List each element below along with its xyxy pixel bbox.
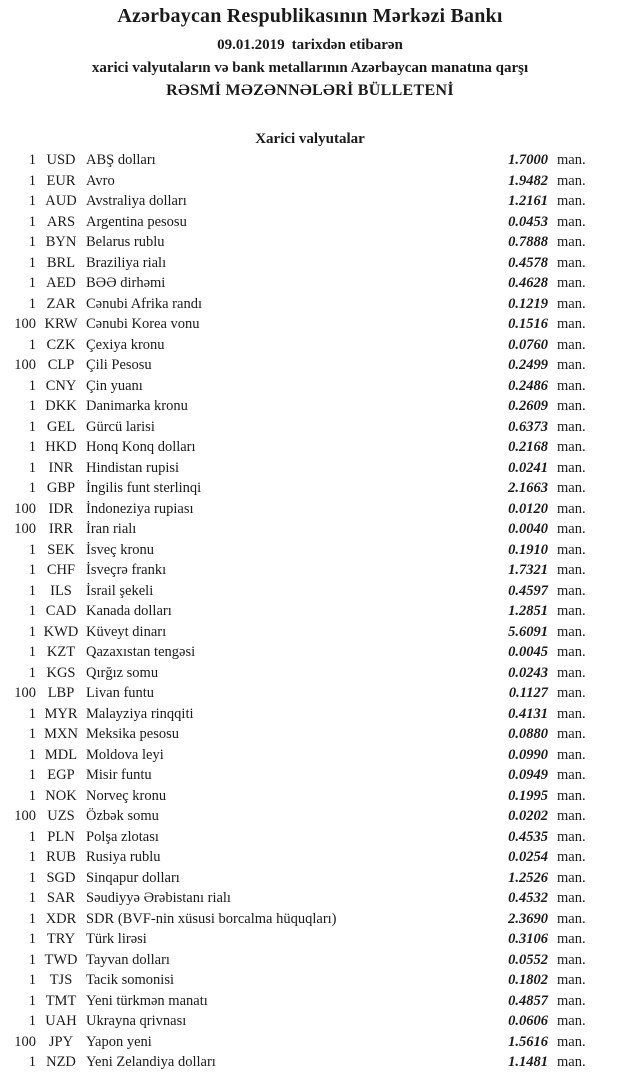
currency-code: TMT [45, 992, 77, 1009]
currency-name: Sinqapur dolları [86, 869, 180, 886]
rate-unit-label: man. [557, 152, 586, 168]
rate-value: 0.2609 [508, 398, 548, 414]
currency-code: ZAR [46, 295, 76, 312]
rate-unit-label: man. [557, 910, 586, 927]
currency-quantity: 1 [28, 562, 36, 578]
currency-code: TJS [49, 972, 73, 988]
rate-unit-label: man. [557, 480, 586, 496]
currency-quantity: 100 [14, 1033, 36, 1050]
rate-row [0, 212, 620, 233]
currency-name: Rusiya rublu [86, 849, 161, 865]
rate-row [0, 806, 620, 827]
currency-quantity: 1 [28, 787, 36, 804]
rate-unit-label: man. [557, 521, 586, 537]
rate-row [0, 232, 620, 253]
rate-unit-label: man. [557, 808, 586, 824]
rate-value: 0.1127 [508, 685, 548, 701]
rate-unit-label: man. [557, 644, 586, 660]
currency-code: EUR [46, 172, 76, 189]
rate-value: 0.4532 [508, 890, 548, 906]
currency-quantity: 1 [28, 336, 36, 353]
rate-value: 2.3690 [508, 910, 548, 927]
currency-code: CAD [45, 603, 77, 619]
rate-value: 0.0045 [508, 644, 548, 660]
currency-code: GEL [46, 418, 76, 435]
currency-code: USD [46, 152, 76, 168]
currency-name: BƏƏ dirhəmi [86, 275, 166, 291]
rate-row [0, 499, 620, 520]
rate-row [0, 1011, 620, 1032]
currency-code: CLP [47, 357, 75, 373]
currency-code: DKK [45, 398, 77, 414]
currency-name: Küveyt dinarı [86, 623, 167, 640]
rate-value: 0.0241 [508, 459, 548, 476]
rate-unit-label: man. [557, 541, 586, 558]
rate-row [0, 970, 620, 991]
rate-row [0, 888, 620, 909]
rate-value: 0.0949 [508, 767, 548, 783]
rate-unit-label: man. [557, 336, 586, 353]
rate-unit-label: man. [557, 890, 586, 906]
rate-row [0, 376, 620, 397]
currency-name: SDR (BVF-nin xüsusi borcalma hüquqları) [86, 910, 337, 927]
rate-row [0, 786, 620, 807]
rate-value: 2.1663 [508, 480, 548, 496]
rate-unit-label: man. [557, 193, 586, 209]
currency-code: KRW [44, 316, 78, 332]
rate-unit-label: man. [557, 439, 586, 455]
currency-name: Livan funtu [86, 685, 155, 701]
rate-unit-label: man. [557, 582, 586, 599]
rate-value: 1.1481 [508, 1054, 548, 1070]
rate-value: 0.1995 [508, 787, 548, 804]
currency-name: Hindistan rupisi [86, 459, 180, 476]
currency-code: UAH [45, 1013, 77, 1029]
rate-unit-label: man. [557, 459, 586, 476]
rate-value: 1.2526 [508, 869, 548, 886]
currency-code: MYR [44, 705, 78, 722]
currency-quantity: 1 [28, 890, 36, 906]
rate-row [0, 560, 620, 581]
rate-unit-label: man. [557, 398, 586, 414]
currency-quantity: 1 [28, 910, 36, 927]
currency-quantity: 1 [28, 767, 36, 783]
currency-name: Misir funtu [86, 767, 152, 783]
rate-unit-label: man. [557, 1033, 586, 1050]
currency-quantity: 1 [28, 541, 36, 558]
rate-value: 0.4628 [508, 275, 548, 291]
rate-value: 0.0880 [508, 726, 548, 742]
currency-quantity: 1 [28, 726, 36, 742]
currency-quantity: 100 [14, 316, 36, 332]
currency-quantity: 1 [28, 480, 36, 496]
currency-code: RUB [46, 849, 76, 865]
currency-code: AUD [45, 193, 77, 209]
rate-unit-label: man. [557, 746, 586, 763]
rate-row [0, 150, 620, 171]
rate-row [0, 294, 620, 315]
currency-name: Cənubi Afrika randı [86, 295, 202, 312]
rate-value: 0.4578 [508, 254, 548, 271]
currency-name: Moldova leyi [86, 746, 164, 763]
currency-name: Gürcü larisi [86, 418, 155, 435]
rate-unit-label: man. [557, 787, 586, 804]
rate-row [0, 273, 620, 294]
rate-unit-label: man. [557, 603, 586, 619]
currency-quantity: 1 [28, 295, 36, 312]
currency-code: ILS [50, 582, 72, 599]
rate-value: 0.2168 [508, 439, 548, 455]
currency-quantity: 1 [28, 705, 36, 722]
currency-quantity: 1 [28, 213, 36, 230]
rate-unit-label: man. [557, 357, 586, 373]
rate-value: 0.4857 [508, 992, 548, 1009]
rate-unit-label: man. [557, 562, 586, 578]
currency-quantity: 100 [14, 808, 36, 824]
currency-code: BYN [45, 234, 77, 250]
rate-value: 1.2851 [508, 603, 548, 619]
currency-name: Özbək somu [86, 808, 159, 824]
rate-value: 0.1516 [508, 316, 548, 332]
currency-name: Çili Pesosu [86, 357, 152, 373]
rate-value: 0.0453 [508, 213, 548, 230]
rate-value: 1.9482 [508, 172, 548, 189]
currency-code: CNY [45, 377, 77, 394]
currency-name: Çin yuanı [86, 377, 143, 394]
currency-code: CHF [46, 562, 76, 578]
currency-code: KGS [46, 664, 76, 681]
currency-name: Çexiya kronu [86, 336, 165, 353]
rate-unit-label: man. [557, 849, 586, 865]
rate-unit-label: man. [557, 295, 586, 312]
currency-quantity: 1 [28, 849, 36, 865]
currency-name: Yapon yeni [86, 1033, 152, 1050]
rate-row [0, 437, 620, 458]
rate-row [0, 519, 620, 540]
currency-name: Qazaxıstan tengəsi [86, 644, 196, 660]
currency-quantity: 1 [28, 193, 36, 209]
rate-value: 0.1219 [508, 295, 548, 312]
rate-row [0, 847, 620, 868]
rate-unit-label: man. [557, 1054, 586, 1070]
currency-quantity: 1 [28, 623, 36, 640]
rate-row [0, 991, 620, 1012]
currency-code: IDR [48, 500, 74, 517]
rate-row [0, 355, 620, 376]
rate-unit-label: man. [557, 992, 586, 1009]
effective-date-suffix: tarixdən etibarən [291, 37, 403, 53]
rate-row [0, 868, 620, 889]
rate-unit-label: man. [557, 685, 586, 701]
rate-row [0, 601, 620, 622]
rate-row [0, 642, 620, 663]
rate-unit-label: man. [557, 931, 586, 947]
currency-code: MDL [44, 746, 78, 763]
currency-code: TRY [46, 931, 76, 947]
currency-quantity: 1 [28, 1054, 36, 1070]
rate-row [0, 765, 620, 786]
currency-name: Yeni Zelandiya dolları [86, 1054, 216, 1070]
currency-name: Səudiyyə Ərəbistanı rialı [86, 890, 231, 906]
currency-quantity: 1 [28, 828, 36, 845]
currency-code: EGP [47, 767, 75, 783]
currency-name: Polşa zlotası [86, 828, 159, 845]
rate-unit-label: man. [557, 172, 586, 189]
effective-date: 09.01.2019 [217, 37, 285, 53]
currency-quantity: 1 [28, 603, 36, 619]
rate-value: 0.7888 [508, 234, 548, 250]
currency-name: Belarus rublu [86, 234, 165, 250]
currency-quantity: 1 [28, 746, 36, 763]
currency-code: UZS [47, 808, 75, 824]
rate-row [0, 950, 620, 971]
rate-row [0, 540, 620, 561]
rate-row [0, 1032, 620, 1053]
currency-name: Ukrayna qrivnası [86, 1013, 187, 1029]
rate-unit-label: man. [557, 316, 586, 332]
rate-unit-label: man. [557, 254, 586, 271]
section-title-foreign-currencies: Xarici valyutalar [255, 131, 365, 147]
currency-code: SAR [46, 890, 76, 906]
rate-value: 0.4131 [508, 705, 548, 722]
rate-row [0, 335, 620, 356]
rate-unit-label: man. [557, 213, 586, 230]
rate-value: 0.0760 [508, 336, 548, 353]
currency-quantity: 1 [28, 377, 36, 394]
currency-quantity: 1 [28, 664, 36, 681]
currency-name: Tacik somonisi [86, 972, 174, 988]
currency-code: ARS [46, 213, 76, 230]
rate-value: 0.0202 [508, 808, 548, 824]
currency-name: Norveç kronu [86, 787, 167, 804]
rate-unit-label: man. [557, 500, 586, 517]
currency-quantity: 100 [14, 357, 36, 373]
rate-value: 0.0040 [508, 521, 548, 537]
rate-unit-label: man. [557, 234, 586, 250]
scope-line: xarici valyutaların və bank metallarının Azərbaycan manatına qarşı [91, 60, 529, 76]
rate-unit-label: man. [557, 726, 586, 742]
rate-value: 1.7000 [508, 152, 548, 168]
currency-name: Türk lirəsi [86, 931, 147, 947]
currency-name: Braziliya rialı [86, 254, 167, 271]
currency-quantity: 1 [28, 644, 36, 660]
effective-date-line [0, 36, 620, 54]
currency-code: NOK [45, 787, 77, 804]
currency-code: SEK [47, 541, 75, 558]
rate-value: 0.2486 [508, 377, 548, 394]
currency-quantity: 1 [28, 254, 36, 271]
currency-code: LBP [47, 685, 75, 701]
currency-code: BRL [46, 254, 76, 271]
currency-code: CZK [46, 336, 76, 353]
rate-row [0, 683, 620, 704]
currency-quantity: 1 [28, 234, 36, 250]
currency-quantity: 100 [14, 521, 36, 537]
rate-row [0, 314, 620, 335]
currency-code: TWD [44, 951, 78, 968]
rate-value: 0.4535 [508, 828, 548, 845]
currency-quantity: 1 [28, 582, 36, 599]
currency-quantity: 1 [28, 931, 36, 947]
rate-row [0, 704, 620, 725]
rate-value: 0.2499 [508, 357, 548, 373]
currency-code: SGD [46, 869, 76, 886]
currency-name: ABŞ dolları [86, 152, 156, 168]
rate-row [0, 478, 620, 499]
currency-quantity: 100 [14, 500, 36, 517]
currency-name: İsveçrə frankı [86, 562, 167, 578]
rate-row [0, 1052, 620, 1073]
rate-unit-label: man. [557, 1013, 586, 1029]
rate-row [0, 622, 620, 643]
currency-code: MXN [44, 726, 78, 742]
rate-value: 1.7321 [508, 562, 548, 578]
rate-row [0, 581, 620, 602]
rate-unit-label: man. [557, 377, 586, 394]
rate-unit-label: man. [557, 869, 586, 886]
rate-unit-label: man. [557, 623, 586, 640]
currency-quantity: 1 [28, 972, 36, 988]
rate-value: 0.0120 [508, 500, 548, 517]
currency-name: İndoneziya rupiası [86, 500, 194, 517]
rate-unit-label: man. [557, 767, 586, 783]
rate-row [0, 171, 620, 192]
bulletin-title: RƏSMİ MƏZƏNNƏLƏRİ BÜLLETENİ [166, 82, 454, 99]
rate-row [0, 827, 620, 848]
rate-row [0, 191, 620, 212]
currency-name: İran rialı [86, 521, 137, 537]
currency-name: Kanada dolları [86, 603, 172, 619]
rate-row [0, 929, 620, 950]
currency-name: İsrail şekeli [86, 582, 154, 599]
currency-code: KWD [43, 623, 79, 640]
currency-code: XDR [45, 910, 77, 927]
currency-name: İsveç kronu [86, 541, 155, 558]
currency-name: Qırğız somu [86, 664, 159, 681]
rate-row [0, 458, 620, 479]
rate-value: 0.6373 [508, 418, 548, 435]
currency-name: Honq Konq dolları [86, 439, 196, 455]
rate-row [0, 253, 620, 274]
currency-name: Yeni türkmən manatı [86, 992, 208, 1009]
currency-code: IRR [48, 521, 74, 537]
currency-code: INR [48, 459, 74, 476]
bank-name-title: Azərbaycan Respublikasının Mərkəzi Bankı [117, 5, 503, 27]
rate-row [0, 745, 620, 766]
rate-row [0, 724, 620, 745]
rate-value: 0.0990 [508, 746, 548, 763]
currency-name: İngilis funt sterlinqi [86, 480, 202, 496]
rates-table [0, 150, 620, 1073]
rate-unit-label: man. [557, 972, 586, 988]
rate-row [0, 417, 620, 438]
rate-value: 5.6091 [508, 623, 548, 640]
rate-value: 0.4597 [508, 582, 548, 599]
currency-quantity: 1 [28, 398, 36, 414]
rate-unit-label: man. [557, 951, 586, 968]
currency-quantity: 1 [28, 992, 36, 1009]
currency-code: AED [46, 275, 76, 291]
currency-code: KZT [46, 644, 76, 660]
rate-value: 0.0254 [508, 849, 548, 865]
rate-value: 0.0606 [508, 1013, 548, 1029]
currency-code: JPY [48, 1033, 74, 1050]
rate-value: 0.1910 [508, 541, 548, 558]
rate-value: 0.1802 [508, 972, 548, 988]
currency-code: GBP [46, 480, 76, 496]
rate-value: 0.0243 [508, 664, 548, 681]
currency-name: Danimarka kronu [86, 398, 188, 414]
currency-name: Avro [86, 172, 115, 189]
rate-unit-label: man. [557, 418, 586, 435]
document-header [0, 5, 620, 100]
currency-code: HKD [45, 439, 77, 455]
currency-quantity: 1 [28, 418, 36, 435]
currency-name: Cənubi Korea vonu [86, 316, 200, 332]
currency-code: PLN [47, 828, 75, 845]
rate-unit-label: man. [557, 275, 586, 291]
currency-name: Malayziya rinqqiti [86, 705, 194, 722]
rate-unit-label: man. [557, 664, 586, 681]
currency-quantity: 1 [28, 459, 36, 476]
currency-name: Argentina pesosu [86, 213, 187, 230]
currency-name: Tayvan dolları [86, 951, 170, 968]
rate-unit-label: man. [557, 705, 586, 722]
rate-unit-label: man. [557, 828, 586, 845]
currency-code: NZD [46, 1054, 76, 1070]
rate-row [0, 663, 620, 684]
rate-row [0, 909, 620, 930]
currency-quantity: 1 [28, 1013, 36, 1029]
currency-name: Avstraliya dolları [86, 193, 187, 209]
rate-value: 0.0552 [508, 951, 548, 968]
currency-quantity: 100 [14, 685, 36, 701]
currency-quantity: 1 [28, 172, 36, 189]
currency-quantity: 1 [28, 869, 36, 886]
rate-value: 0.3106 [508, 931, 548, 947]
currency-quantity: 1 [28, 152, 36, 168]
currency-quantity: 1 [28, 439, 36, 455]
rate-value: 1.2161 [508, 193, 548, 209]
rate-row [0, 396, 620, 417]
currency-name: Meksika pesosu [86, 726, 180, 742]
currency-quantity: 1 [28, 275, 36, 291]
rate-value: 1.5616 [508, 1033, 548, 1050]
currency-quantity: 1 [28, 951, 36, 968]
